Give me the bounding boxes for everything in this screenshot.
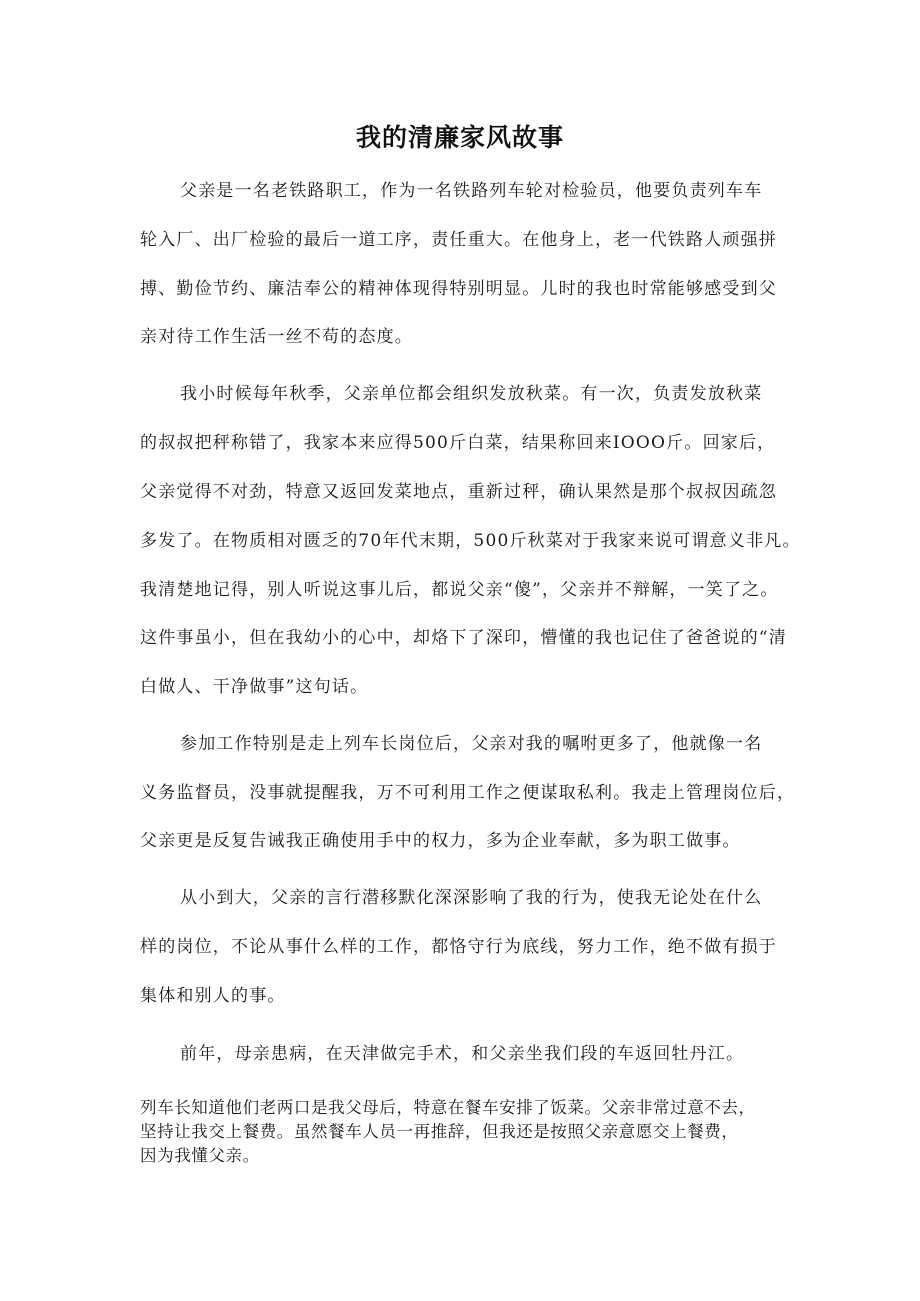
paragraph-4-line-2: 样的岗位，不论从事什么样的工作，都恪守行为底线，努力工作，绝不做有损于: [140, 937, 777, 957]
paragraph-2-line-7: 白做人、干净做事”这句话。: [140, 677, 369, 697]
paragraph-4-line-1: 从小到大，父亲的言行潜移默化深深影响了我的行为，使我无论处在什么: [180, 888, 763, 908]
paragraph-1-line-1: 父亲是一名老铁路职工，作为一名铁路列车轮对检验员，他要负责列车车: [180, 181, 763, 201]
paragraph-1-line-2: 轮入厂、出厂检验的最后一道工序，责任重大。在他身上，老一代铁路人顽强拼: [140, 230, 777, 250]
document-title: 我的清廉家风故事: [355, 123, 564, 152]
paragraph-3-line-2: 义务监督员，没事就提醒我，万不可利用工作之便谋取私利。我走上管理岗位后，: [140, 783, 796, 803]
paragraph-2-line-3: 父亲觉得不对劲，特意又返回发菜地点，重新过秤，确认果然是那个叔叔因疏忽: [140, 482, 777, 502]
paragraph-4-line-3: 集体和别人的事。: [140, 986, 286, 1006]
paragraph-6-line-3: 因为我懂父亲。: [140, 1146, 260, 1165]
paragraph-2-line-6: 这件事虽小，但在我幼小的心中，却烙下了深印，懵懂的我也记住了爸爸说的“清: [140, 628, 787, 648]
paragraph-2-line-2: 的叔叔把秤称错了，我家本来应得500斤白菜，结果称回来IOOO斤。回家后，: [140, 433, 776, 453]
paragraph-2-line-1: 我小时候每年秋季，父亲单位都会组织发放秋菜。有一次，负责发放秋菜: [180, 384, 763, 404]
paragraph-3-line-1: 参加工作特别是走上列车长岗位后，父亲对我的嘱咐更多了，他就像一名: [180, 734, 763, 754]
paragraph-3-line-3: 父亲更是反复告诫我正确使用手中的权力，多为企业奉献，多为职工做事。: [140, 831, 741, 851]
paragraph-2-line-4: 多发了。在物质相对匮乏的70年代末期，500斤秋菜对于我家来说可谓意义非凡。: [140, 531, 801, 551]
paragraph-5-line-1: 前年，母亲患病，在天津做完手术，和父亲坐我们段的车返回牡丹江。: [180, 1044, 745, 1064]
paragraph-2-line-5: 我清楚地记得，别人听说这事儿后，都说父亲“傻”，父亲并不辩解，一笑了之。: [140, 580, 779, 600]
paragraph-6-line-2: 坚持让我交上餐费。虽然餐车人员一再推辞，但我还是按照父亲意愿交上餐费，: [140, 1122, 739, 1141]
paragraph-1-line-4: 亲对待工作生活一丝不苟的态度。: [140, 327, 413, 347]
paragraph-6-line-1: 列车长知道他们老两口是我父母后，特意在餐车安排了饭菜。父亲非常过意不去，: [140, 1098, 756, 1117]
paragraph-1-line-3: 搏、勤俭节约、廉洁奉公的精神体现得特别明显。儿时的我也时常能够感受到父: [140, 279, 777, 299]
